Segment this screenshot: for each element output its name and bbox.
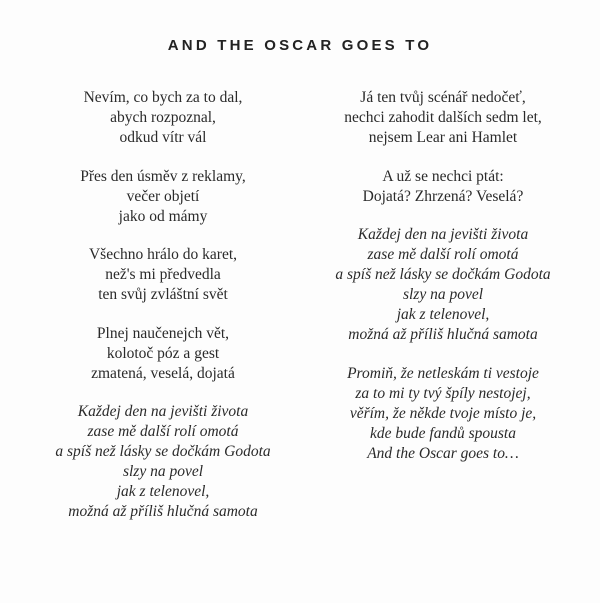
lyric-line: zase mě další rolí omotá — [87, 423, 239, 440]
lyric-line: slzy na povel — [122, 463, 204, 480]
verse-stanza — [23, 245, 303, 305]
lyric-line: A už se nechci ptát: — [382, 167, 504, 185]
lyric-line: večer objetí — [126, 187, 200, 205]
verse-stanza — [303, 88, 583, 148]
lyric-line: a spíš než lásky se dočkám Godota — [55, 443, 271, 460]
lyric-line: než's mi předvedla — [105, 266, 221, 283]
lyric-line: kde bude fandů spousta — [370, 424, 516, 442]
lyric-line: Každej den na jevišti života — [357, 226, 529, 243]
lyric-line: nechci zahodit dalších sedm let, — [344, 109, 542, 126]
verse-stanza — [23, 167, 303, 227]
lyric-line: Plnej naučenejch vět, — [96, 324, 230, 342]
lyric-line: kolotoč póz a gest — [106, 344, 220, 362]
lyric-line: a spíš než lásky se dočkám Godota — [335, 266, 551, 283]
verse-stanza — [23, 88, 303, 148]
lyric-line: nejsem Lear ani Hamlet — [368, 129, 518, 146]
lyric-line: Já ten tvůj scénář nedočeť, — [360, 89, 526, 106]
lyric-line: ten svůj zvláštní svět — [98, 286, 228, 303]
lyric-line: abych rozpoznal, — [110, 109, 216, 126]
lyric-line: zmatená, veselá, dojatá — [91, 364, 235, 382]
chorus-stanza — [23, 402, 303, 522]
lyric-line: Dojatá? Zhrzená? Veselá? — [362, 187, 524, 205]
lyric-line: možná až příliš hlučná samota — [348, 326, 538, 343]
lyric-line: jako od mámy — [118, 207, 208, 225]
lyrics-column-left — [23, 88, 303, 541]
lyric-line: Promiň, že netleskám ti vestoje — [347, 364, 539, 382]
verse-stanza — [303, 167, 583, 207]
lyric-line: jak z telenovel, — [396, 306, 490, 323]
lyric-line: And the Oscar goes to… — [367, 444, 519, 462]
lyric-line: Přes den úsměv z reklamy, — [80, 167, 246, 185]
chorus-stanza — [303, 225, 583, 345]
lyric-line: odkud vítr vál — [119, 129, 207, 146]
lyric-line: slzy na povel — [402, 286, 484, 303]
lyric-line: Každej den na jevišti života — [77, 403, 249, 420]
lyric-line: Všechno hrálo do karet, — [88, 246, 238, 263]
lyric-line: Nevím, co bych za to dal, — [83, 89, 243, 106]
lyric-line: možná až příliš hlučná samota — [68, 503, 258, 520]
lyric-line: zase mě další rolí omotá — [367, 246, 519, 263]
lyric-line: věřím, že někde tvoje místo je, — [349, 404, 537, 422]
lyrics-column-right — [303, 88, 583, 482]
chorus-stanza — [303, 364, 583, 464]
verse-stanza — [23, 324, 303, 384]
lyric-line: jak z telenovel, — [116, 483, 210, 500]
page-title: AND THE OSCAR GOES TO — [167, 37, 433, 54]
lyric-line: za to mi ty tvý špíly nestojej, — [355, 384, 531, 402]
